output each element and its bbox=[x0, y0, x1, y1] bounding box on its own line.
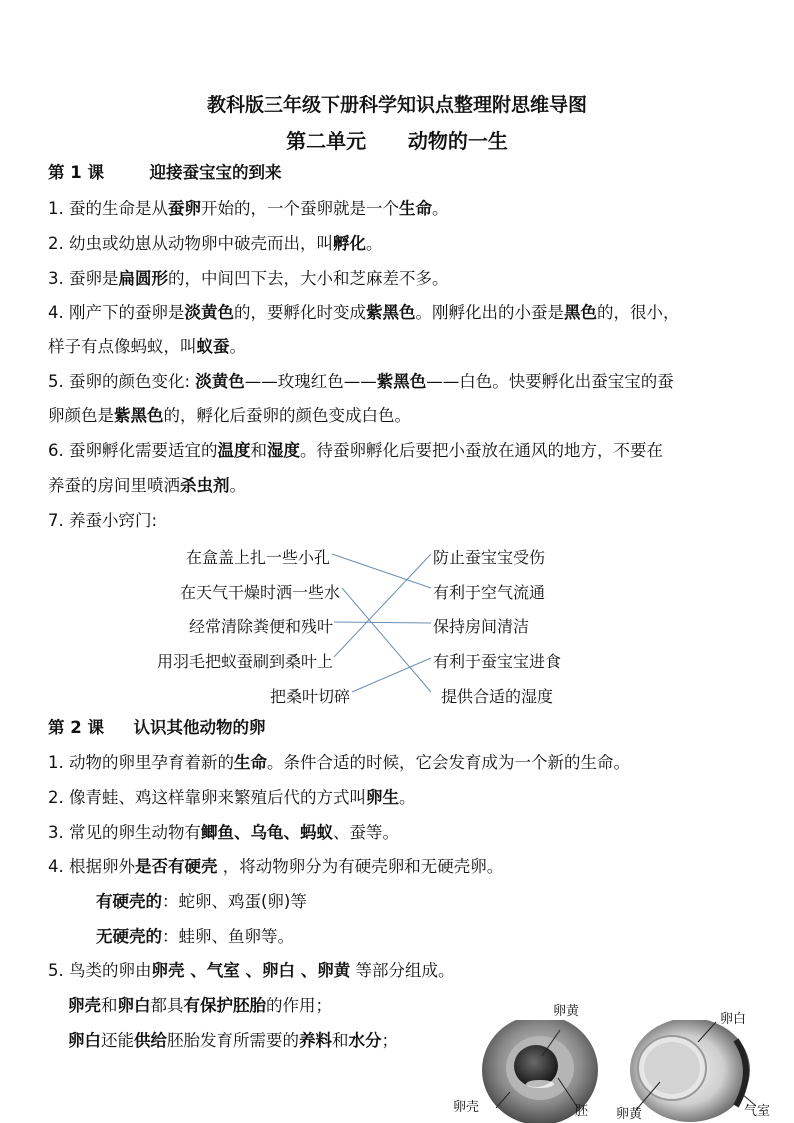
egg-cut-view bbox=[630, 1020, 756, 1122]
tip-left-2: 在天气干燥时洒一些水 bbox=[179, 583, 340, 602]
l2-paragraph-5b: 卵白还能供给胚胎发育所需要的养料和水分； bbox=[68, 1031, 398, 1050]
match-line-2 bbox=[342, 588, 431, 692]
label-shell-left: 卵壳 bbox=[453, 1100, 480, 1115]
label-white-right: 卵白 bbox=[720, 1012, 747, 1027]
label-yolk-left: 卵黄 bbox=[553, 1004, 580, 1019]
match-line-3 bbox=[334, 622, 431, 623]
l1-paragraph-3: 3. 蚕卵是扁圆形的，中间凹下去，大小和芝麻差不多。 bbox=[48, 269, 449, 288]
l1-paragraph-4b: 样子有点像蚂蚁，叫蚁蚕。 bbox=[48, 337, 246, 356]
lesson1-title: 迎接蚕宝宝的到来 bbox=[149, 163, 282, 182]
lesson1-number: 第 1 课 bbox=[48, 163, 104, 182]
l1-paragraph-4: 4. 刚产下的蚕卵是淡黄色的，要孵化时变成紫黑色。刚孵化出的小蚕是黑色的，很小， bbox=[48, 303, 680, 322]
l2-paragraph-3: 3. 常见的卵生动物有鲫鱼、乌龟、蚂蚁、蚕等。 bbox=[48, 823, 399, 842]
l1-paragraph-2: 2. 幼虫或幼崽从动物卵中破壳而出，叫孵化。 bbox=[48, 234, 383, 253]
tip-right-4: 有利于蚕宝宝进食 bbox=[433, 652, 562, 671]
l1-paragraph-5b: 卵颜色是紫黑色的，孵化后蚕卵的颜色变成白色。 bbox=[48, 406, 411, 425]
match-line-1 bbox=[332, 554, 431, 588]
match-line-4 bbox=[334, 554, 431, 657]
label-embryo: 胚 bbox=[575, 1104, 589, 1119]
tip-left-5: 把桑叶切碎 bbox=[269, 687, 350, 706]
label-yolk-right: 卵黄 bbox=[616, 1107, 643, 1122]
l2-paragraph-4: 4. 根据卵外是否有硬壳 ，将动物卵分为有硬壳卵和无硬壳卵。 bbox=[48, 857, 504, 876]
l2-hard-shell: 有硬壳的：蛇卵、鸡蛋(卵)等 bbox=[96, 892, 307, 911]
l2-paragraph-2: 2. 像青蛙、鸡这样靠卵来繁殖后代的方式叫卵生。 bbox=[48, 788, 416, 807]
tip-right-2: 有利于空气流通 bbox=[433, 583, 546, 602]
tip-left-4: 用羽毛把蚁蚕刷到桑叶上 bbox=[156, 652, 333, 671]
l2-paragraph-5a: 卵壳和卵白都具有保护胚胎的作用； bbox=[68, 996, 332, 1015]
unit-title: 第二单元 动物的一生 bbox=[286, 129, 508, 153]
document-title: 教科版三年级下册科学知识点整理附思维导图 bbox=[206, 94, 587, 116]
l1-paragraph-7: 7. 养蚕小窍门: bbox=[48, 511, 158, 530]
tip-right-1: 防止蚕宝宝受伤 bbox=[433, 548, 546, 567]
l1-paragraph-1: 1. 蚕的生命是从蚕卵开始的，一个蚕卵就是一个生命。 bbox=[48, 199, 449, 218]
l2-paragraph-1: 1. 动物的卵里孕育着新的生命。条件合适的时候，它会发育成为一个新的生命。 bbox=[48, 753, 630, 772]
lesson2-number: 第 2 课 bbox=[48, 718, 104, 737]
lesson2-heading bbox=[48, 717, 265, 739]
l2-soft-shell: 无硬壳的：蛙卵、鱼卵等。 bbox=[96, 927, 294, 946]
l2-paragraph-5: 5. 鸟类的卵由卵壳 、气室 、卵白 、卵黄 等部分组成。 bbox=[48, 961, 455, 980]
tip-left-1: 在盒盖上扎一些小孔 bbox=[185, 548, 330, 567]
tip-right-5: 提供合适的湿度 bbox=[441, 687, 554, 706]
l1-paragraph-6b: 养蚕的房间里喷洒杀虫剂。 bbox=[48, 476, 246, 495]
tip-left-3: 经常清除粪便和残叶 bbox=[188, 617, 333, 636]
lesson2-title: 认识其他动物的卵 bbox=[133, 718, 266, 737]
tip-right-3: 保持房间清洁 bbox=[433, 617, 530, 636]
l1-paragraph-6: 6. 蚕卵孵化需要适宜的温度和湿度。待蚕卵孵化后要把小蚕放在通风的地方，不要在 bbox=[48, 441, 663, 460]
label-air-cell: 气室 bbox=[744, 1104, 771, 1119]
match-line-5 bbox=[352, 658, 431, 692]
l1-paragraph-5: 5. 蚕卵的颜色变化: 淡黄色——玫瑰红色——紫黑色——白色。快要孵化出蚕宝宝的蚕 bbox=[48, 372, 674, 391]
